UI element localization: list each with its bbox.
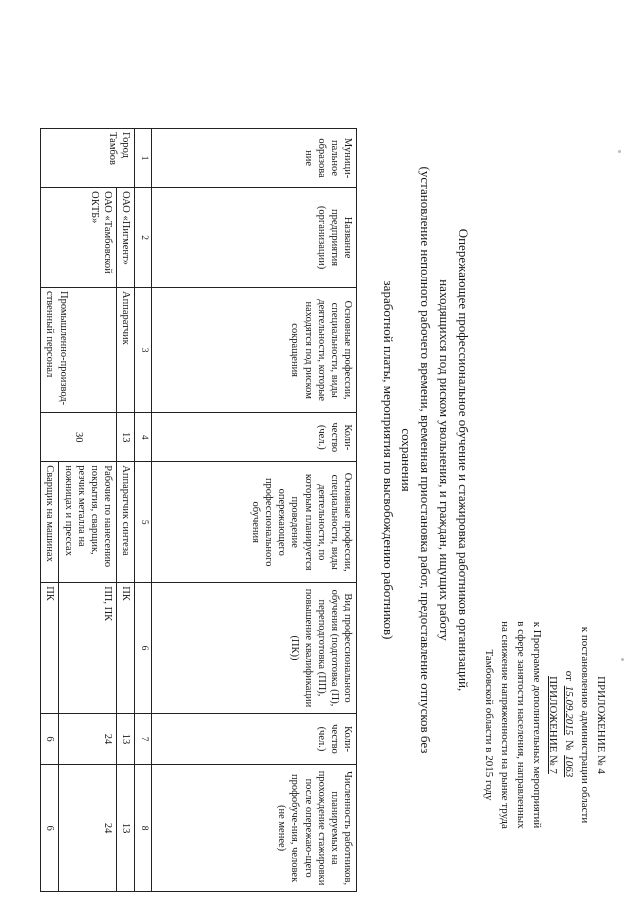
table-row xyxy=(117,129,135,892)
organization-cell: ОАО «Пигмент» xyxy=(117,188,135,288)
table-row xyxy=(59,129,117,892)
column-number: 2 xyxy=(135,188,152,288)
risk-profession-cell: Аппаратчик xyxy=(117,288,135,413)
header-cell: Численность работников, планируемых на прохождение стажировки после опережаю-щего профобуче-ния, человек (не менее) xyxy=(152,765,357,892)
trained-count-cell: 24 xyxy=(59,713,117,764)
title-line: (установление неполного рабочего времени, временная приостановка работ, предоставление отпусков без сохранения xyxy=(399,166,434,754)
column-number: 6 xyxy=(135,583,152,714)
appendix-line: к Программе дополнительных мероприятий xyxy=(531,621,544,829)
interns-count-cell: 24 xyxy=(59,765,117,892)
trained-count-cell: 6 xyxy=(41,713,59,764)
risk-profession-cell: Промышленно-производ-ственный персонал xyxy=(41,288,117,413)
interns-count-cell: 6 xyxy=(41,765,59,892)
title-line: заработной платы, мероприятия по высвобождению работников) xyxy=(380,280,396,640)
header-cell: Основные профессии, специальности, виды деятельности, по которым планируется проведение опережающего профессионального обучения xyxy=(152,462,357,583)
title-line: Опережающее профессиональное обучение и стажировка работников организаций, xyxy=(456,228,471,692)
column-number: 3 xyxy=(135,288,152,413)
document-title xyxy=(378,150,472,770)
training-profession-cell: Аппаратчик синтеза xyxy=(117,462,135,583)
scan-speck xyxy=(618,150,621,153)
header-cell: Название предприятия (организации) xyxy=(152,188,357,288)
scan-speck xyxy=(621,658,624,661)
training-type-cell: ПК xyxy=(117,583,135,714)
handwritten-date: 15.09.2015 xyxy=(563,685,576,736)
training-type-cell: ПП, ПК xyxy=(59,583,117,714)
appendix-line: к постановлению администрации области xyxy=(579,626,592,824)
table-header-row xyxy=(152,129,357,892)
column-number: 5 xyxy=(135,462,152,583)
title-line: находящихся под риском увольнения, и граждан, ищущих работу xyxy=(437,279,453,641)
organization-cell: ОАО «Тамбовской ОКТБ» xyxy=(41,188,117,288)
municipality-cell: Город Тамбов xyxy=(41,129,135,188)
training-type-cell: ПК xyxy=(41,583,59,714)
count-cell: 13 xyxy=(117,413,135,462)
appendix-line: в сфере занятости населения, направленных xyxy=(515,621,528,829)
appendix-date-line xyxy=(560,560,576,890)
column-number: 1 xyxy=(135,129,152,188)
appendix-line: ПРИЛОЖЕНИЕ № 4 xyxy=(595,676,607,774)
number-prefix: № xyxy=(563,739,576,751)
header-cell: Основные профессии, специальности, виды деятельности, которые находятся под риском сокращения xyxy=(152,288,357,413)
appendix-line: Тамбовской области в 2015 году xyxy=(483,649,496,801)
column-number: 7 xyxy=(135,713,152,764)
handwritten-number: 1063 xyxy=(563,755,576,778)
header-cell: Муници-пальное образова ние xyxy=(152,129,357,188)
column-number: 4 xyxy=(135,413,152,462)
appendix-header xyxy=(481,560,609,890)
column-number-row xyxy=(135,129,152,892)
header-cell: Вид профессионального обучения (подготовка (П), переподготовка (ПП), повышение квалификации (ПК)) xyxy=(152,583,357,714)
training-profession-cell: Рабочие по нанесению покрытия, сварщик, резчик металла на ножницах и прессах xyxy=(59,462,117,583)
training-table xyxy=(40,128,357,892)
header-cell: Коли-чество (чел.) xyxy=(152,713,357,764)
appendix-line: на снижение напряженности на рынке труда xyxy=(499,621,512,829)
date-prefix: от xyxy=(563,670,576,681)
appendix-line: ПРИЛОЖЕНИЕ № 7 xyxy=(547,676,560,774)
training-profession-cell: Сварщик на машинах xyxy=(41,462,59,583)
trained-count-cell: 13 xyxy=(117,713,135,764)
column-number: 8 xyxy=(135,765,152,892)
count-cell: 30 xyxy=(41,413,117,462)
header-cell: Коли-чество (чел.) xyxy=(152,413,357,462)
interns-count-cell: 13 xyxy=(117,765,135,892)
